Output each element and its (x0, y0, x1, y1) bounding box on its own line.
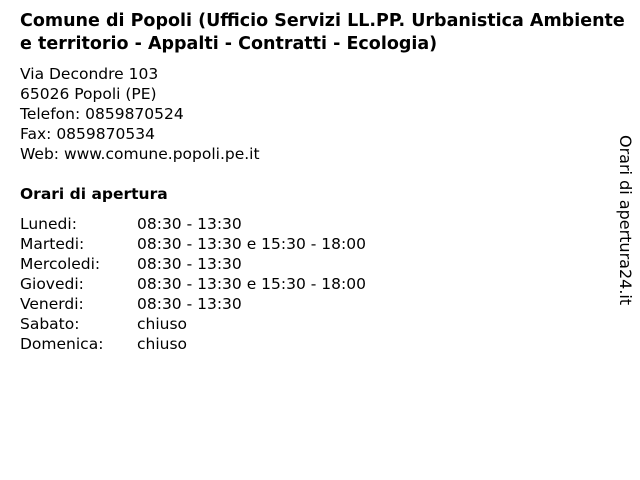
hours-row-wednesday (20, 254, 366, 274)
phone-number: Telefon: 0859870524 (20, 105, 184, 123)
hours-row-thursday (20, 274, 366, 294)
address-block (20, 64, 260, 164)
time-value: 08:30 - 13:30 e 15:30 - 18:00 (137, 275, 366, 293)
day-label: Sabato: (20, 315, 80, 333)
street-address: Via Decondre 103 (20, 65, 159, 83)
time-value: 08:30 - 13:30 e 15:30 - 18:00 (137, 235, 366, 253)
hours-row-tuesday (20, 234, 366, 254)
hours-heading: Orari di apertura (20, 185, 168, 203)
page-title: Comune di Popoli (Ufficio Servizi LL.PP. Urbanistica Ambiente e territorio - Appalti - Contratti - Ecologia) (20, 11, 625, 54)
time-value: 08:30 - 13:30 (137, 295, 242, 313)
day-label: Venerdi: (20, 295, 84, 313)
city-address: 65026 Popoli (PE) (20, 85, 157, 103)
day-label: Lunedi: (20, 215, 77, 233)
hours-row-monday (20, 214, 366, 234)
site-watermark: Orari di apertura24.it (616, 135, 635, 306)
day-label: Mercoledi: (20, 255, 101, 273)
hours-row-sunday (20, 334, 366, 354)
time-value: 08:30 - 13:30 (137, 255, 242, 273)
fax-number: Fax: 0859870534 (20, 125, 155, 143)
hours-row-friday (20, 294, 366, 314)
opening-hours-table (20, 214, 366, 354)
website: Web: www.comune.popoli.pe.it (20, 145, 260, 163)
time-value: 08:30 - 13:30 (137, 215, 242, 233)
hours-row-saturday (20, 314, 366, 334)
time-value: chiuso (137, 335, 188, 353)
day-label: Domenica: (20, 335, 104, 353)
time-value: chiuso (137, 315, 188, 333)
day-label: Giovedi: (20, 275, 84, 293)
day-label: Martedi: (20, 235, 85, 253)
